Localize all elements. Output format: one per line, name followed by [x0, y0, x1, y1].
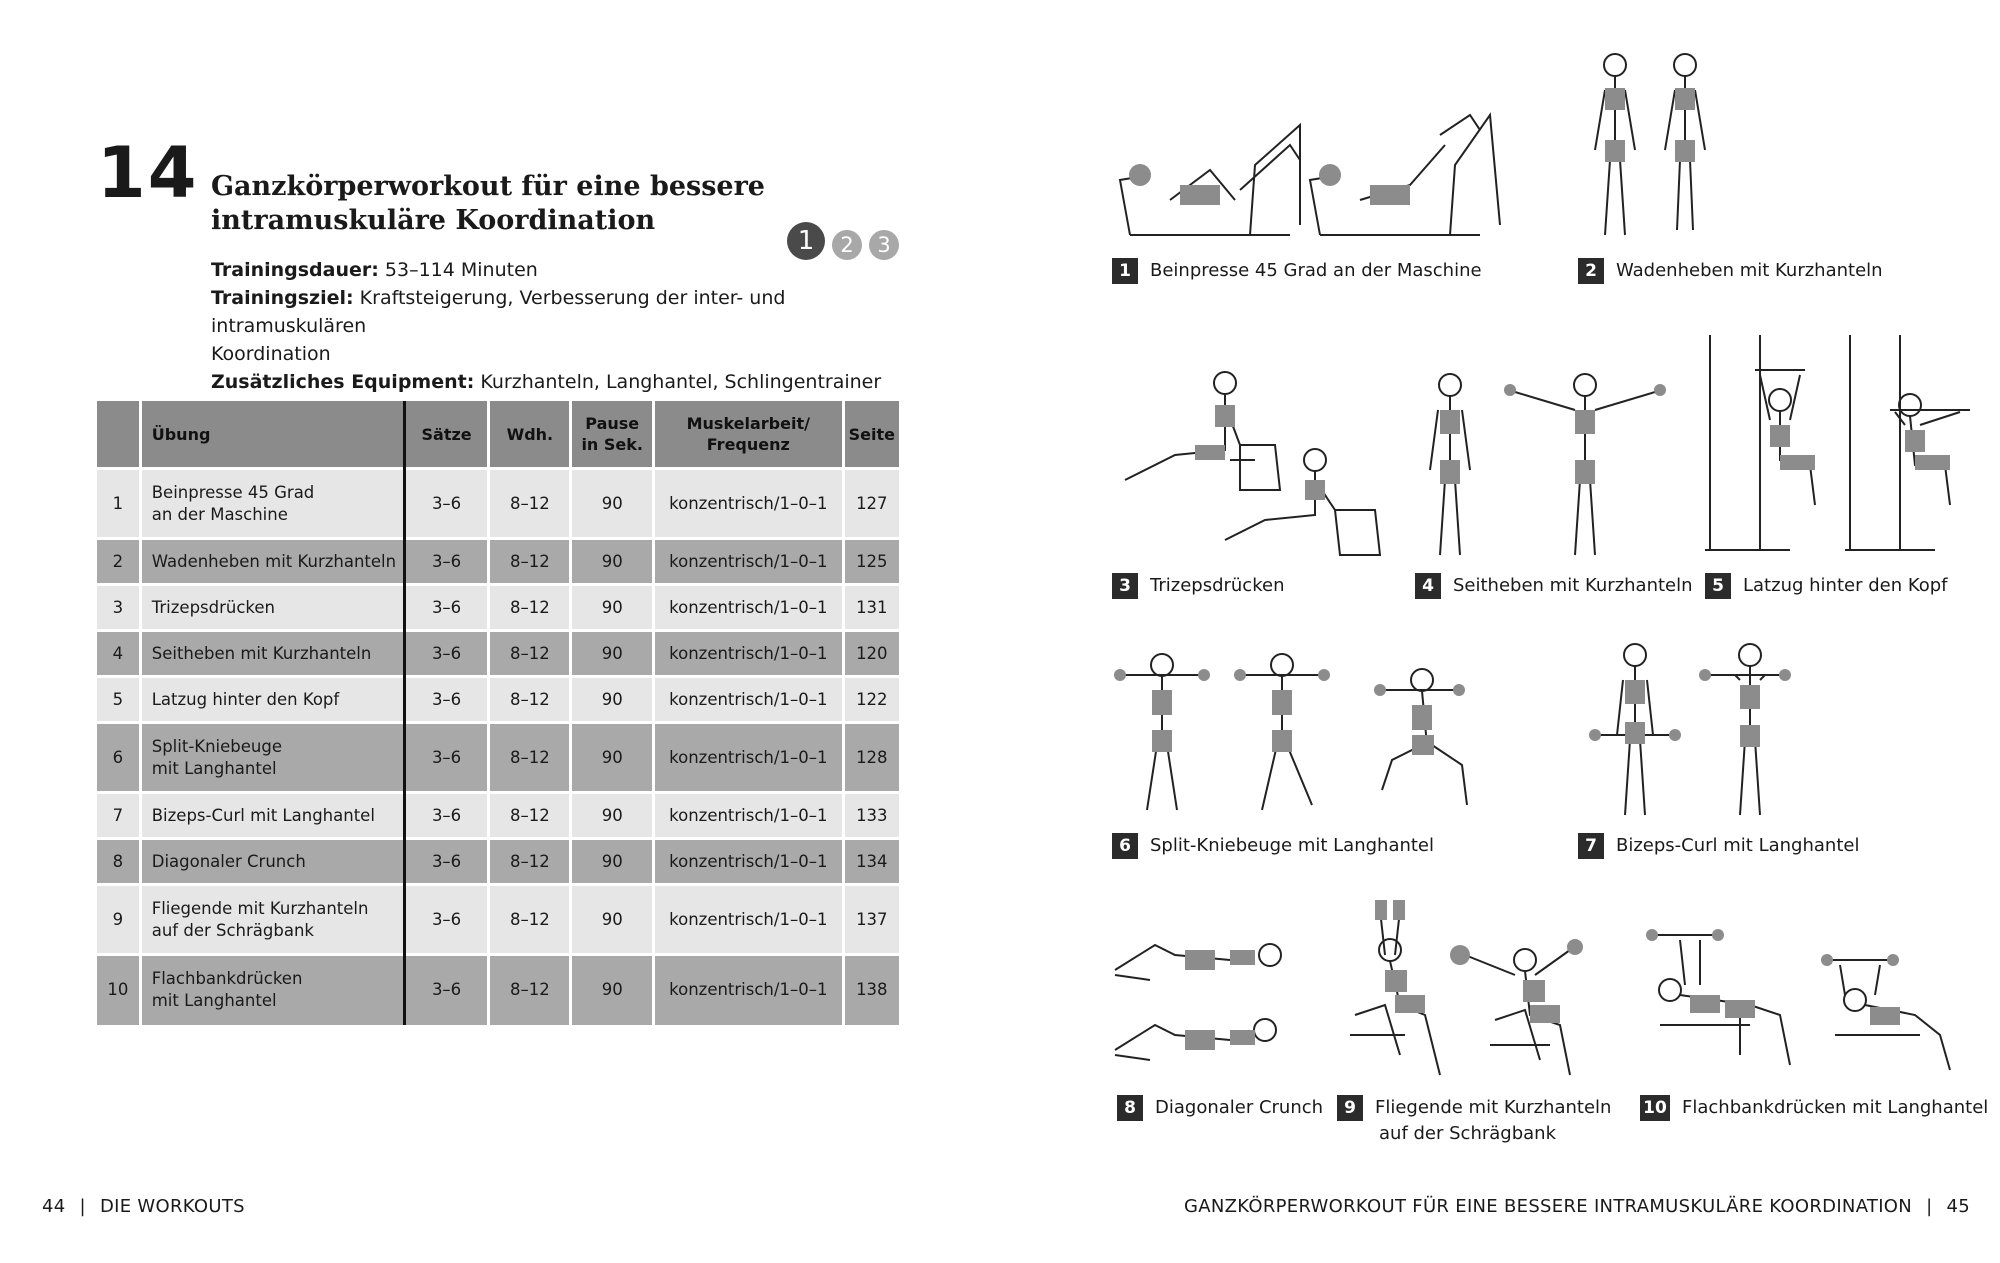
equipment-value: Kurzhanteln, Langhantel, Schlingentrainer: [480, 371, 882, 393]
row-sets: 3–6: [404, 955, 488, 1025]
row-sets: 3–6: [404, 793, 488, 839]
caption-10-text: Flachbankdrücken mit Langhantel: [1682, 1097, 1989, 1118]
row-page: 125: [843, 539, 899, 585]
row-exercise: [140, 793, 404, 839]
row-reps: 8–12: [489, 793, 571, 839]
caption-9-number: 9: [1337, 1095, 1363, 1121]
caption-7-text: Bizeps-Curl mit Langhantel: [1616, 835, 1860, 856]
row-sets: 3–6: [404, 677, 488, 723]
caption-9: [1337, 1095, 1612, 1144]
row-sets: 3–6: [404, 885, 488, 955]
row-page: 133: [843, 793, 899, 839]
footer-right-page: 45: [1946, 1196, 1970, 1217]
level-badge-1: 1: [787, 222, 825, 260]
row-number: 1: [97, 469, 140, 539]
table-row: [97, 539, 899, 585]
row-pause: 90: [571, 793, 653, 839]
row-number: 4: [97, 631, 140, 677]
row-muscle: konzentrisch/1–0–1: [653, 885, 843, 955]
caption-2-text: Wadenheben mit Kurzhanteln: [1616, 260, 1883, 281]
row-sets: 3–6: [404, 723, 488, 793]
row-exercise-line2: auf der Schrägbank: [151, 920, 314, 940]
row-number: 2: [97, 539, 140, 585]
illustration-1-leg-press: [1110, 105, 1510, 245]
row-page: 131: [843, 585, 899, 631]
workout-title-line2: intramuskuläre Koordination: [211, 205, 656, 236]
row-page: 137: [843, 885, 899, 955]
caption-1: [1112, 258, 1482, 284]
row-sets: 3–6: [404, 839, 488, 885]
caption-4: [1415, 573, 1693, 599]
workout-number: 14: [97, 132, 199, 214]
footer-left-divider: |: [79, 1196, 86, 1217]
illustration-4-lateral-raise: [1410, 370, 1670, 560]
row-reps: 8–12: [489, 585, 571, 631]
caption-8: [1117, 1095, 1323, 1121]
row-exercise: [140, 631, 404, 677]
caption-4-number: 4: [1415, 573, 1441, 599]
caption-2-number: 2: [1578, 258, 1604, 284]
header-muscle-l1: Muskelarbeit/: [686, 414, 810, 433]
footer-left-section: DIE WORKOUTS: [99, 1196, 245, 1217]
equipment-label: Zusätzliches Equipment:: [211, 371, 475, 393]
header-pause-l2: in Sek.: [581, 435, 643, 454]
row-page: 122: [843, 677, 899, 723]
caption-1-text: Beinpresse 45 Grad an der Maschine: [1150, 260, 1482, 281]
table-row: [97, 469, 899, 539]
row-sets: 3–6: [404, 585, 488, 631]
row-exercise: [140, 955, 404, 1025]
row-reps: 8–12: [489, 885, 571, 955]
table-row: [97, 793, 899, 839]
row-number: 7: [97, 793, 140, 839]
table-row: [97, 723, 899, 793]
workout-title: [211, 170, 771, 238]
caption-6-number: 6: [1112, 833, 1138, 859]
table-row: [97, 955, 899, 1025]
caption-8-text: Diagonaler Crunch: [1155, 1097, 1324, 1118]
row-exercise: [140, 723, 404, 793]
caption-7: [1578, 833, 1859, 859]
illustration-6-split-squat: [1112, 645, 1492, 820]
caption-1-number: 1: [1112, 258, 1138, 284]
row-page: 127: [843, 469, 899, 539]
caption-5-number: 5: [1705, 573, 1731, 599]
row-pause: 90: [571, 723, 653, 793]
row-exercise: [140, 539, 404, 585]
row-pause: 90: [571, 677, 653, 723]
row-exercise-line1: Split-Kniebeuge: [151, 736, 282, 756]
row-exercise-line1: Trizepsdrücken: [151, 597, 276, 617]
caption-8-number: 8: [1117, 1095, 1143, 1121]
caption-3-text: Trizepsdrücken: [1150, 575, 1285, 596]
row-exercise: [140, 885, 404, 955]
header-reps: Wdh.: [489, 401, 571, 469]
header-number: [97, 401, 140, 469]
goal-row-cont: Koordination: [211, 343, 331, 365]
row-exercise-line1: Flachbankdrücken: [151, 969, 303, 989]
row-number: 3: [97, 585, 140, 631]
row-reps: 8–12: [489, 631, 571, 677]
table-row: [97, 839, 899, 885]
header-muscle-l2: Frequenz: [706, 435, 790, 454]
row-page: 128: [843, 723, 899, 793]
caption-3-number: 3: [1112, 573, 1138, 599]
row-number: 8: [97, 839, 140, 885]
footer-left: [42, 1196, 245, 1217]
illustration-3-triceps-dips: [1115, 365, 1395, 565]
row-muscle: konzentrisch/1–0–1: [653, 677, 843, 723]
row-exercise-line1: Bizeps-Curl mit Langhantel: [151, 805, 375, 825]
row-muscle: konzentrisch/1–0–1: [653, 469, 843, 539]
row-exercise-line1: Beinpresse 45 Grad: [151, 482, 315, 502]
row-reps: 8–12: [489, 839, 571, 885]
header-pause-l1: Pause: [585, 414, 640, 433]
row-pause: 90: [571, 631, 653, 677]
workout-table: [97, 401, 899, 1025]
goal-label: Trainingsziel:: [211, 287, 354, 309]
caption-6: [1112, 833, 1434, 859]
row-pause: 90: [571, 585, 653, 631]
illustration-2-calf-raise: [1580, 50, 1730, 250]
row-reps: 8–12: [489, 723, 571, 793]
illustration-8-diagonal-crunch: [1110, 925, 1290, 1075]
row-muscle: konzentrisch/1–0–1: [653, 631, 843, 677]
row-exercise-line1: Seitheben mit Kurzhanteln: [151, 643, 372, 663]
row-pause: 90: [571, 469, 653, 539]
illustration-7-biceps-curl: [1585, 640, 1815, 820]
table-row: [97, 885, 899, 955]
row-reps: 8–12: [489, 469, 571, 539]
row-exercise-line1: Wadenheben mit Kurzhanteln: [151, 551, 397, 571]
row-muscle: konzentrisch/1–0–1: [653, 723, 843, 793]
row-muscle: konzentrisch/1–0–1: [653, 793, 843, 839]
row-exercise-line2: mit Langhantel: [151, 758, 277, 778]
row-exercise-line1: Fliegende mit Kurzhanteln: [151, 898, 369, 918]
level-badge-2: 2: [832, 230, 862, 260]
workout-meta: [211, 256, 911, 396]
footer-right: [1184, 1196, 1970, 1217]
duration-label: Trainingsdauer:: [211, 259, 379, 281]
illustration-5-lat-pulldown: [1700, 330, 1990, 560]
table-header: [97, 401, 899, 469]
illustration-10-bench-press: [1640, 925, 1970, 1080]
row-sets: 3–6: [404, 631, 488, 677]
row-number: 10: [97, 955, 140, 1025]
row-muscle: konzentrisch/1–0–1: [653, 585, 843, 631]
footer-right-title: GANZKÖRPERWORKOUT FÜR EINE BESSERE INTRAMUSKULÄRE KOORDINATION: [1184, 1196, 1913, 1217]
row-exercise-line1: Diagonaler Crunch: [151, 851, 306, 871]
row-exercise: [140, 469, 404, 539]
caption-3: [1112, 573, 1284, 599]
row-number: 5: [97, 677, 140, 723]
header-sets: Sätze: [404, 401, 488, 469]
row-number: 9: [97, 885, 140, 955]
header-exercise: Übung: [140, 401, 404, 469]
goal-row: [211, 284, 911, 340]
table-row: [97, 631, 899, 677]
duration-row: [211, 256, 911, 284]
row-exercise-line2: an der Maschine: [151, 504, 288, 524]
row-number: 6: [97, 723, 140, 793]
row-sets: 3–6: [404, 469, 488, 539]
row-pause: 90: [571, 839, 653, 885]
caption-4-text: Seitheben mit Kurzhanteln: [1453, 575, 1693, 596]
caption-10-number: 10: [1640, 1095, 1670, 1121]
header-page: Seite: [843, 401, 899, 469]
row-exercise: [140, 839, 404, 885]
equipment-row: [211, 368, 911, 396]
caption-6-text: Split-Kniebeuge mit Langhantel: [1150, 835, 1435, 856]
row-page: 134: [843, 839, 899, 885]
row-pause: 90: [571, 955, 653, 1025]
row-reps: 8–12: [489, 677, 571, 723]
row-muscle: konzentrisch/1–0–1: [653, 955, 843, 1025]
caption-7-number: 7: [1578, 833, 1604, 859]
goal-value: Kraftsteigerung, Verbesserung der inter- und intramuskulären: [211, 287, 786, 337]
header-pause: [571, 401, 653, 469]
level-badge-3: 3: [869, 230, 899, 260]
row-page: 120: [843, 631, 899, 677]
caption-9-text-line2: auf der Schrägbank: [1379, 1123, 1556, 1144]
row-reps: 8–12: [489, 539, 571, 585]
row-exercise: [140, 585, 404, 631]
row-page: 138: [843, 955, 899, 1025]
caption-2: [1578, 258, 1883, 284]
footer-right-divider: |: [1926, 1196, 1933, 1217]
table-row: [97, 585, 899, 631]
workout-title-line1: Ganzkörperworkout für eine bessere: [211, 171, 765, 202]
header-muscle: [653, 401, 843, 469]
row-reps: 8–12: [489, 955, 571, 1025]
row-pause: 90: [571, 539, 653, 585]
illustration-9-incline-fly: [1345, 895, 1615, 1085]
row-exercise-line1: Latzug hinter den Kopf: [151, 689, 340, 709]
row-exercise: [140, 677, 404, 723]
duration-value: 53–114 Minuten: [384, 259, 538, 281]
row-muscle: konzentrisch/1–0–1: [653, 539, 843, 585]
row-muscle: konzentrisch/1–0–1: [653, 839, 843, 885]
row-pause: 90: [571, 885, 653, 955]
table-row: [97, 677, 899, 723]
caption-5-text: Latzug hinter den Kopf: [1743, 575, 1948, 596]
row-sets: 3–6: [404, 539, 488, 585]
row-exercise-line2: mit Langhantel: [151, 991, 277, 1011]
caption-5: [1705, 573, 1948, 599]
footer-left-page: 44: [42, 1196, 66, 1217]
caption-9-text: Fliegende mit Kurzhanteln: [1375, 1097, 1612, 1118]
caption-10: [1640, 1095, 1988, 1121]
